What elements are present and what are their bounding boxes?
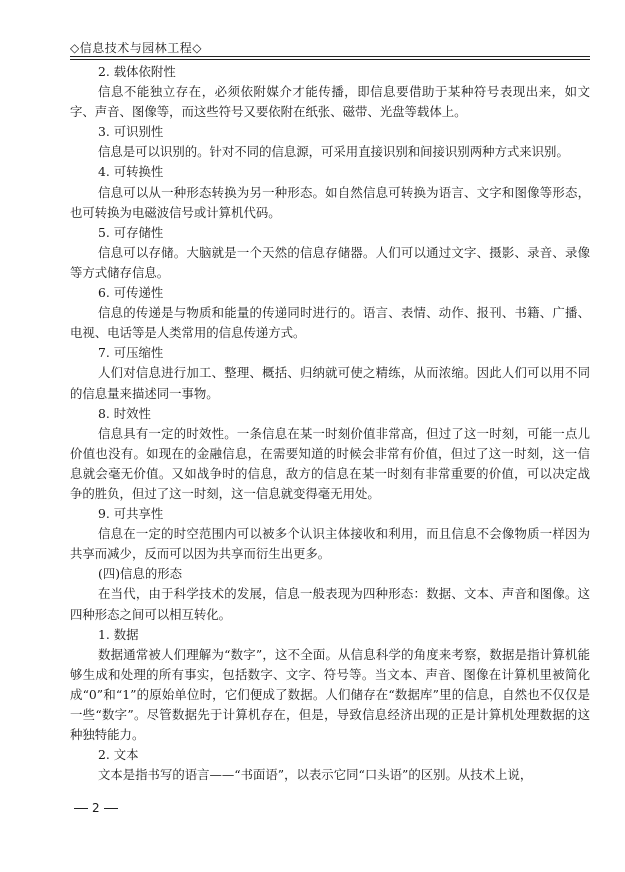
section-heading: 2. 文本 [98,747,139,763]
section-heading: 3. 可识别性 [98,124,164,140]
section-heading: 2. 载体依附性 [98,64,176,79]
footer-dash-left [74,808,88,809]
section-heading: 9. 可共享性 [98,506,164,522]
paragraph: 信息具有一定的时效性。一条信息在某一时刻价值非常高，但过了这一时刻，可能一点儿价值也没有。如现在的金融信息，在需要知道的时候会非常有价值，但过了这一时刻，这一信息就会毫无价值。又如战争时的信息，敌方的信息在某一时刻有非常重要的价值，可以决定战争的胜负，但过了这一时刻，这一信息就变得毫无用处。 [70,425,590,501]
section-heading: 8. 时效性 [98,405,151,421]
page-footer [70,798,590,818]
paragraph: 人们对信息进行加工、整理、概括、归纳就可使之精练，从而浓缩。因此人们可以用不同的信息量来描述同一事物。 [70,365,590,401]
paragraph: 信息的传递是与物质和能量的传递同时进行的。语言、表情、动作、报刊、书籍、广播、电视、电话等是人类常用的信息传递方式。 [70,305,590,341]
paragraph: 信息不能独立存在，必须依附媒介才能传播，即信息要借助于某种符号表现出来，如文字、声音、图像等，而这些符号又要依附在纸张、磁带、光盘等载体上。 [70,84,590,120]
page-number: 2 [92,801,100,815]
paragraph: 信息可以从一种形态转换为另一种形态。如自然信息可转换为语言、文字和图像等形态，也可转换为电磁波信号或计算机代码。 [70,184,590,220]
section-heading: 5. 可存储性 [98,224,164,240]
page-body [70,62,590,785]
section-heading: 6. 可传递性 [98,285,164,301]
section-heading: 4. 可转换性 [98,164,164,180]
header-rule-top [70,56,590,57]
section-heading: 1. 数据 [98,626,139,642]
paragraph: 在当代，由于科学技术的发展，信息一般表现为四种形态：数据、文本、声音和图像。这四种形态之间可以相互转化。 [70,586,590,622]
header-title: ◇信息技术与园林工程◇ [70,41,202,55]
paragraph: 文本是指书写的语言——“书面语”，以表示它同“口头语”的区别。从技术上说， [98,767,533,783]
paragraph: 信息在一定的时空范围内可以被多个认识主体接收和利用，而且信息不会像物质一样因为共享而减少，反而可以因为共享而衍生出更多。 [70,526,590,562]
header-rule-bottom [70,59,590,60]
paragraph: 数据通常被人们理解为“数字”，这不全面。从信息科学的角度来考察，数据是指计算机能够生成和处理的所有事实，包括数字、文字、符号等。当文本、声音、图像在计算机里被简化成“0”和“1”的原始单位时，它们便成了数据。人们储存在“数据库”里的信息，自然也不仅仅是一些“数字”。尽管数据先于计算机存在，但是，导致信息经济出现的正是计算机处理数据的这种独特能力。 [70,646,590,743]
paragraph: 信息是可以识别的。针对不同的信息源，可采用直接识别和间接识别两种方式来识别。 [98,144,569,160]
footer-dash-right [104,808,118,809]
paragraph: 信息可以存储。大脑就是一个天然的信息存储器。人们可以通过文字、摄影、录音、录像等方式储存信息。 [70,244,590,280]
running-header [70,36,590,56]
subsection-heading: (四)信息的形态 [98,566,183,582]
section-heading: 7. 可压缩性 [98,345,164,361]
